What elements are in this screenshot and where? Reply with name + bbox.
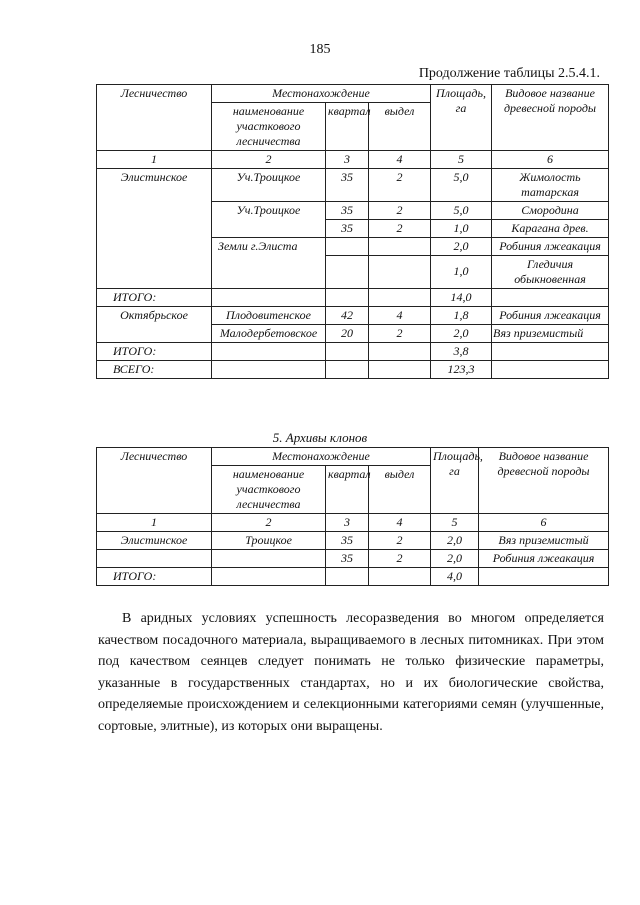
cell-species: Вяз приземистый [492,325,609,343]
cell-forestry: Элистинское [97,532,212,550]
empty-cell [212,343,326,361]
cell-district: Плодовитенское [212,307,326,325]
cell-species: Робиния лжеакация [479,550,609,568]
cell-forestry: Элистинское [97,169,212,202]
cell-plot: 2 [369,169,431,202]
empty-cell [369,343,431,361]
cell-quarter: 35 [326,202,369,220]
header-district: наименование участкового лесничества [212,103,326,151]
total-row [97,568,609,586]
empty-cell [479,568,609,586]
total-label: ИТОГО: [97,568,212,586]
empty-cell [492,343,609,361]
empty-cell [369,361,431,379]
cell-forestry [97,238,212,256]
clone-archive-table [96,447,609,586]
empty-cell [326,361,369,379]
cell-forestry [97,256,212,289]
col-num: 3 [326,514,369,532]
total-area: 4,0 [431,568,479,586]
cell-quarter: 35 [326,220,369,238]
table-row [97,550,609,568]
cell-forestry [97,202,212,220]
table-row [97,202,609,220]
empty-cell [492,361,609,379]
header-area: Площадь, га [431,85,492,151]
cell-quarter: 42 [326,307,369,325]
col-num: 1 [97,151,212,169]
cell-area: 1,0 [431,220,492,238]
empty-cell [326,289,369,307]
cell-forestry [97,220,212,238]
table-row [97,220,609,238]
cell-species: Робиния лжеакация [492,307,609,325]
cell-quarter: 35 [326,550,369,568]
cell-species: Робиния лжеакация [492,238,609,256]
total-label: ИТОГО: [97,289,212,307]
col-num: 2 [212,514,326,532]
body-text [98,608,604,737]
cell-district [212,256,326,289]
page-number: 185 [309,42,331,57]
col-num: 4 [369,514,431,532]
cell-plot: 2 [369,325,431,343]
total-label: ИТОГО: [97,343,212,361]
cell-district: Малодербетовское [212,325,326,343]
cell-district: Уч.Троицкое [212,169,326,202]
empty-cell [212,568,326,586]
cell-quarter [326,256,369,289]
cell-species: Жимолость татарская [492,169,609,202]
total-row [97,289,609,307]
header-location: Местонахождение [212,448,431,466]
cell-district [212,550,326,568]
cell-area: 5,0 [431,202,492,220]
col-num: 2 [212,151,326,169]
header-species: Видовое название древесной породы [492,85,609,151]
table-row [97,532,609,550]
header-district: наименование участкового лесничества [212,466,326,514]
cell-forestry [97,550,212,568]
grand-total-label: ВСЕГО: [97,361,212,379]
column-number-row [97,514,609,532]
paragraph: В аридных условиях успешность лесоразведения во многом определяется качеством посадочного материала, выращиваемого в лесных питомниках. При этом под качеством сеянцев следует понимать не только физические параметры, указанные в государственных стандартах, но и их биологические свойства, определяемые происхождением и селекционными категориями семян (улучшенные, сортовые, элитные), из которых они выращены. [98,611,604,734]
total-row [97,343,609,361]
col-num: 5 [431,514,479,532]
header-species: Видовое название древесной породы [479,448,609,514]
cell-plot: 2 [369,202,431,220]
header-quarter: квартал [326,103,369,151]
empty-cell [369,289,431,307]
cell-forestry: Октябрьское [97,307,212,325]
header-forestry: Лесничество [97,85,212,151]
table-row [97,307,609,325]
cell-district [212,220,326,238]
col-num: 5 [431,151,492,169]
cell-plot: 2 [369,550,431,568]
grand-total-row [97,361,609,379]
table-row [97,169,609,202]
cell-plot: 2 [369,220,431,238]
cell-plot: 4 [369,307,431,325]
header-quarter: квартал [326,466,369,514]
cell-area: 1,0 [431,256,492,289]
header-plot: выдел [369,103,431,151]
header-location: Местонахождение [212,85,431,103]
header-plot: выдел [369,466,431,514]
cell-area: 2,0 [431,532,479,550]
col-num: 3 [326,151,369,169]
cell-quarter [326,238,369,256]
col-num: 6 [479,514,609,532]
total-area: 3,8 [431,343,492,361]
col-num: 1 [97,514,212,532]
cell-quarter: 35 [326,532,369,550]
cell-species: Смородина [492,202,609,220]
table-row [97,256,609,289]
cell-area: 1,8 [431,307,492,325]
cell-district: Земли г.Элиста [212,238,326,256]
table-row [97,238,609,256]
section-title: 5. Архивы клонов [272,430,368,445]
cell-forestry [97,325,212,343]
col-num: 6 [492,151,609,169]
cell-district: Троицкое [212,532,326,550]
cell-area: 2,0 [431,550,479,568]
cell-species: Вяз приземистый [479,532,609,550]
cell-area: 2,0 [431,238,492,256]
forest-seed-table [96,84,609,379]
total-area: 14,0 [431,289,492,307]
cell-plot [369,256,431,289]
empty-cell [326,343,369,361]
empty-cell [212,289,326,307]
header-area: Площадь, га [431,448,479,514]
empty-cell [212,361,326,379]
cell-species: Карагана древ. [492,220,609,238]
cell-district: Уч.Троицкое [212,202,326,220]
grand-total-area: 123,3 [431,361,492,379]
empty-cell [326,568,369,586]
empty-cell [369,568,431,586]
cell-species: Гледичия обыкновенная [492,256,609,289]
cell-plot [369,238,431,256]
cell-quarter: 20 [326,325,369,343]
empty-cell [492,289,609,307]
column-number-row [97,151,609,169]
table-continuation-caption: Продолжение таблицы 2.5.4.1. [418,66,600,81]
cell-plot: 2 [369,532,431,550]
cell-area: 2,0 [431,325,492,343]
table-row [97,325,609,343]
header-forestry: Лесничество [97,448,212,514]
cell-area: 5,0 [431,169,492,202]
col-num: 4 [369,151,431,169]
cell-quarter: 35 [326,169,369,202]
